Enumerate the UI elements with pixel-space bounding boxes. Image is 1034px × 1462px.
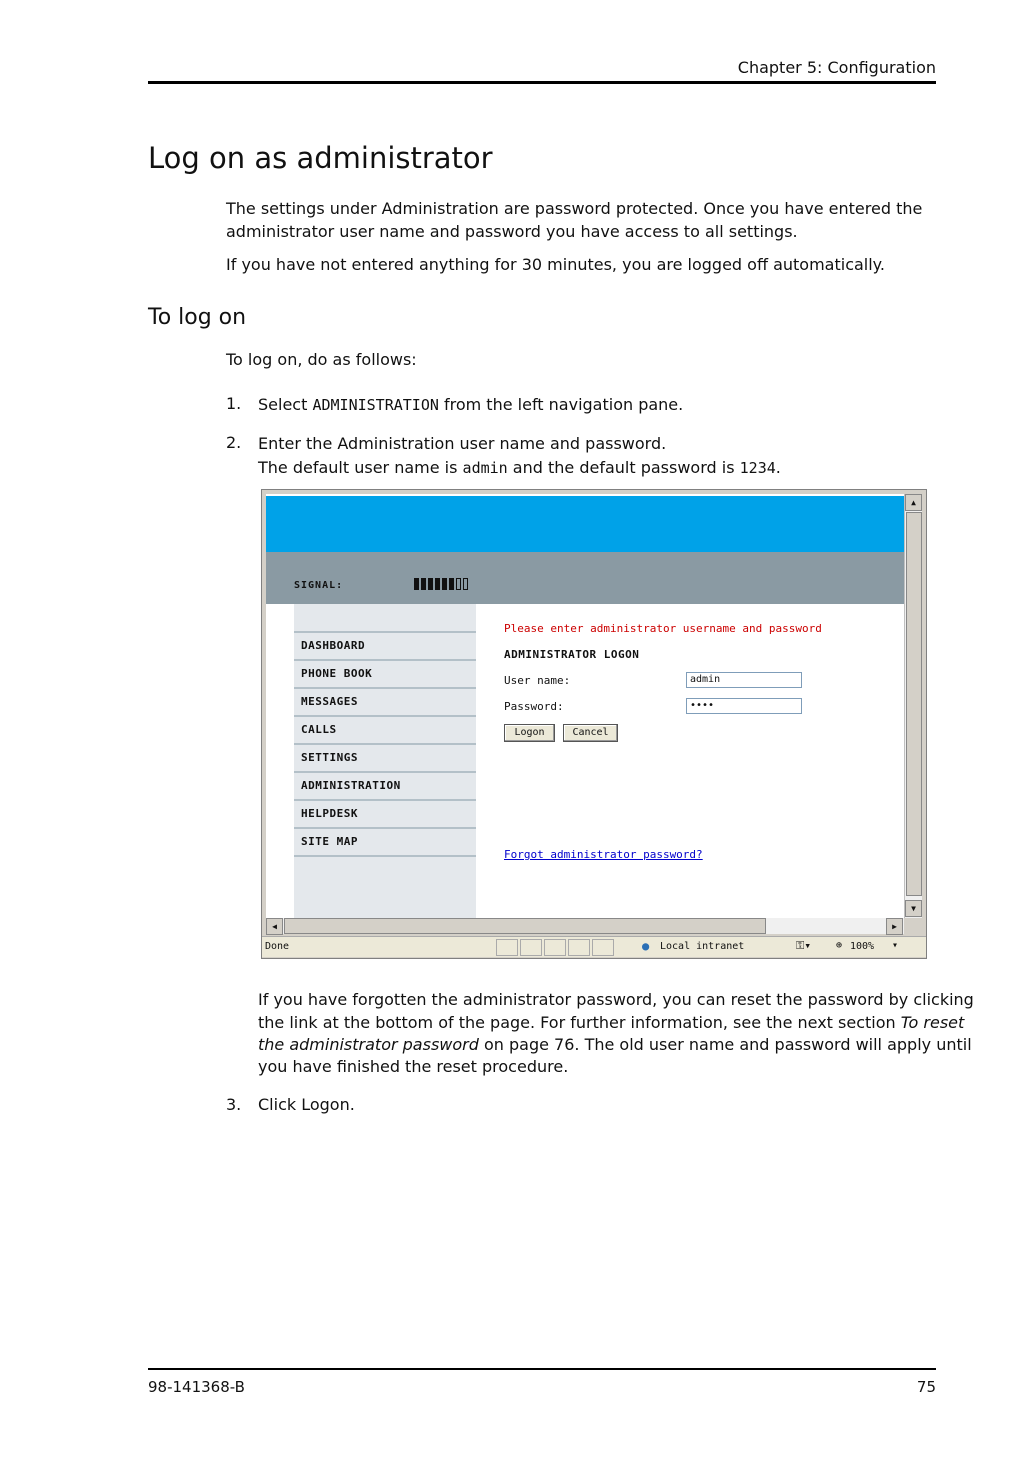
- lead-text: To log on, do as follows:: [226, 350, 417, 369]
- step-2-pass: 1234: [739, 459, 776, 477]
- nav-dashboard[interactable]: DASHBOARD: [294, 631, 476, 659]
- nav-phone-book[interactable]: PHONE BOOK: [294, 659, 476, 687]
- password-input[interactable]: ••••: [686, 698, 802, 714]
- step-3-number: 3.: [226, 1095, 242, 1114]
- status-cell: [496, 939, 518, 956]
- left-navigation: [294, 604, 476, 918]
- chapter-header: Chapter 5: Configuration: [737, 58, 936, 77]
- doc-id: 98-141368-B: [148, 1378, 245, 1396]
- step-2-mid: and the default password is: [512, 458, 735, 477]
- status-zone: Local intranet: [660, 941, 745, 952]
- error-message: Please enter administrator username and password: [504, 622, 822, 635]
- after-line-2: [258, 1011, 964, 1034]
- status-cell: [592, 939, 614, 956]
- status-cell: [568, 939, 590, 956]
- subsection-title: To log on: [148, 305, 247, 330]
- horizontal-scroll-thumb[interactable]: [284, 918, 766, 934]
- step-1-text: [258, 393, 683, 417]
- scroll-right-icon[interactable]: ▶: [886, 918, 903, 935]
- intro-line-2: administrator user name and password you have access to all settings.: [226, 222, 798, 241]
- password-label: Password:: [504, 700, 564, 713]
- browser-viewport: [266, 494, 904, 918]
- nav-settings[interactable]: SETTINGS: [294, 743, 476, 771]
- after-line-2a: the link at the bottom of the page. For further information, see the next section: [258, 1013, 896, 1032]
- signal-bar-5: [442, 578, 447, 590]
- signal-bar-area: [266, 552, 904, 604]
- vertical-scroll-thumb[interactable]: [906, 512, 922, 896]
- signal-bar-3: [428, 578, 433, 590]
- section-title: Log on as administrator: [148, 141, 493, 175]
- step-2-user: admin: [462, 459, 508, 477]
- signal-label: SIGNAL:: [294, 580, 344, 591]
- username-label: User name:: [504, 674, 571, 687]
- after-line-3: [258, 1033, 972, 1056]
- intro-line-3: If you have not entered anything for 30 minutes, you are logged off automatically.: [226, 255, 885, 274]
- nav-site-map[interactable]: SITE MAP: [294, 827, 476, 857]
- step-1-post: from the left navigation pane.: [443, 395, 684, 414]
- signal-bar-4: [435, 578, 440, 590]
- after-line-3a: the administrator password: [258, 1035, 479, 1054]
- status-cell: [520, 939, 542, 956]
- login-panel: [504, 604, 904, 918]
- vertical-scrollbar[interactable]: [904, 494, 922, 918]
- step-1-number: 1.: [226, 394, 242, 413]
- browser-status-bar: [262, 936, 926, 957]
- signal-strength-meter: [414, 578, 468, 590]
- after-line-1: If you have forgotten the administrator password, you can reset the password by clicking: [258, 990, 974, 1009]
- step-3-text: [258, 1093, 355, 1116]
- after-line-2b: To reset: [900, 1013, 965, 1032]
- zoom-icon[interactable]: ⊕: [836, 940, 843, 951]
- step-1-pre: Select: [258, 395, 308, 414]
- globe-icon: ●: [642, 939, 650, 953]
- scroll-down-icon[interactable]: ▼: [905, 900, 922, 917]
- step-2-line-1: Enter the Administration user name and password.: [258, 434, 667, 453]
- cancel-button[interactable]: Cancel: [563, 724, 618, 742]
- status-zoom[interactable]: 100%: [850, 941, 875, 952]
- nav-helpdesk[interactable]: HELPDESK: [294, 799, 476, 827]
- page-number: 75: [916, 1378, 936, 1396]
- intro-line-1: The settings under Administration are password protected. Once you have entered the: [226, 199, 923, 218]
- nav-administration[interactable]: ADMINISTRATION: [294, 771, 476, 799]
- form-title: ADMINISTRATOR LOGON: [504, 648, 640, 661]
- zoom-dropdown-icon[interactable]: ▾: [892, 940, 899, 951]
- status-cell: [544, 939, 566, 956]
- signal-bar-6: [449, 578, 454, 590]
- step-3-pre: Click: [258, 1095, 297, 1114]
- nav-messages[interactable]: MESSAGES: [294, 687, 476, 715]
- logon-button[interactable]: Logon: [504, 724, 555, 742]
- lock-icon[interactable]: ⚿▾: [796, 939, 811, 952]
- step-2-end: .: [775, 458, 781, 477]
- username-input[interactable]: admin: [686, 672, 802, 688]
- scroll-left-icon[interactable]: ◀: [266, 918, 283, 935]
- header-banner: [266, 496, 904, 552]
- login-screenshot: [261, 489, 927, 959]
- step-1-term: ADMINISTRATION: [312, 396, 439, 414]
- horizontal-scrollbar[interactable]: [266, 918, 904, 934]
- signal-bar-7: [456, 578, 461, 590]
- scroll-up-icon[interactable]: ▲: [905, 494, 922, 511]
- after-line-3b: on page 76. The old user name and password will apply until: [483, 1035, 972, 1054]
- forgot-password-link[interactable]: Forgot administrator password?: [504, 848, 703, 861]
- step-3-term: Logon: [301, 1095, 350, 1114]
- nav-calls[interactable]: CALLS: [294, 715, 476, 743]
- step-2-pre: The default user name is: [258, 458, 458, 477]
- step-2-number: 2.: [226, 433, 242, 452]
- signal-bar-8: [463, 578, 468, 590]
- step-2-line-2: [258, 456, 781, 480]
- signal-bar-2: [421, 578, 426, 590]
- signal-bar-1: [414, 578, 419, 590]
- step-3-end: .: [349, 1095, 355, 1114]
- status-done: Done: [265, 941, 290, 952]
- after-line-4: you have finished the reset procedure.: [258, 1057, 569, 1076]
- footer-rule: [148, 1368, 936, 1370]
- header-rule: [148, 81, 936, 84]
